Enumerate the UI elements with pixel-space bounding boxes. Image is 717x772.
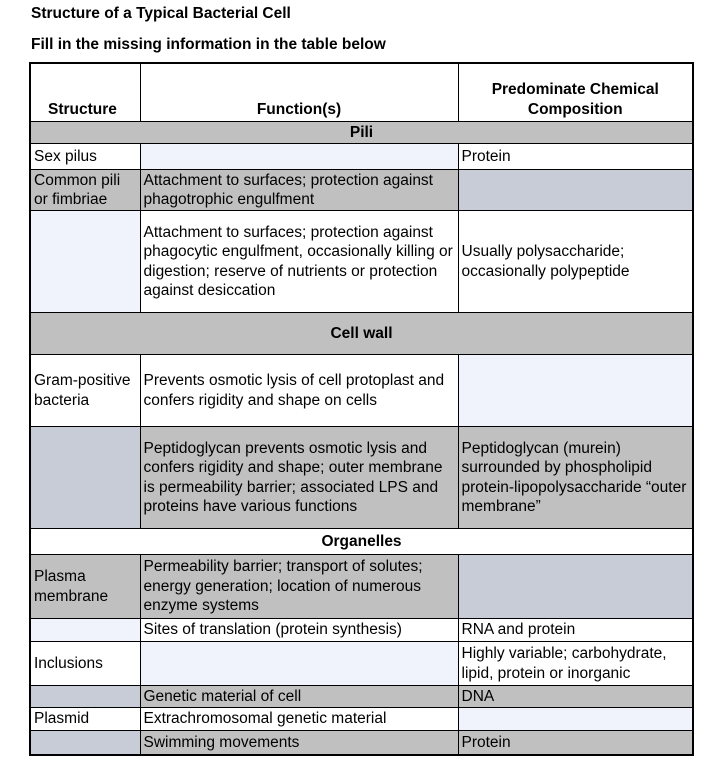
table-row [30,642,693,686]
cell-composition: Highly variable; carbohydrate, lipid, protein or inorganic [458,642,693,686]
cell-function-blank[interactable] [140,642,458,686]
cell-composition-blank[interactable] [458,555,693,619]
cell-structure: Plasma membrane [30,555,140,619]
cell-function: Attachment to surfaces; protection against phagocytic engulfment, occasionally killing or digestion; reserve of nutrients or protection against desiccation [140,211,458,313]
bacterial-cell-table [29,62,694,756]
header-structure: Structure [30,63,140,122]
cell-function-blank[interactable] [140,144,458,170]
cell-function: Extrachromosomal genetic material [140,708,458,731]
cell-structure-blank[interactable] [30,731,140,755]
cell-function: Genetic material of cell [140,686,458,708]
cell-composition: Protein [458,731,693,755]
cell-structure: Common pili or fimbriae [30,170,140,211]
cell-structure: Inclusions [30,642,140,686]
cell-composition-blank[interactable] [458,170,693,211]
cell-composition: Protein [458,144,693,170]
table-row [30,731,693,755]
cell-function: Permeability barrier; transport of solutes; energy generation; location of numerous enzyme systems [140,555,458,619]
cell-structure-blank[interactable] [30,686,140,708]
table-row [30,211,693,313]
table-row [30,555,693,619]
table-row [30,686,693,708]
section-row-cell-wall [30,313,693,355]
cell-composition-blank[interactable] [458,708,693,731]
cell-composition: Usually polysaccharide; occasionally polypeptide [458,211,693,313]
section-row-pili [30,122,693,144]
cell-function: Sites of translation (protein synthesis) [140,619,458,642]
table-row [30,427,693,529]
cell-function: Attachment to surfaces; protection against phagotrophic engulfment [140,170,458,211]
table-row [30,170,693,211]
cell-function: Peptidoglycan prevents osmotic lysis and confers rigidity and shape; outer membrane is permeability barrier; associated LPS and proteins have various functions [140,427,458,529]
table-row [30,619,693,642]
section-row-organelles [30,529,693,555]
cell-function: Prevents osmotic lysis of cell protoplast and confers rigidity and shape on cells [140,355,458,427]
cell-structure-blank[interactable] [30,211,140,313]
section-cell-wall: Cell wall [30,313,693,355]
table-row [30,355,693,427]
cell-composition: RNA and protein [458,619,693,642]
cell-structure: Sex pilus [30,144,140,170]
header-composition: Predominate Chemical Composition [458,63,693,122]
header-function: Function(s) [140,63,458,122]
table-row [30,708,693,731]
cell-structure-blank[interactable] [30,427,140,529]
cell-composition: DNA [458,686,693,708]
cell-composition-blank[interactable] [458,355,693,427]
cell-structure: Gram-positive bacteria [30,355,140,427]
instructions: Fill in the missing information in the table below [31,36,386,53]
cell-structure: Plasmid [30,708,140,731]
section-organelles: Organelles [30,529,693,555]
cell-structure-blank[interactable] [30,619,140,642]
cell-composition: Peptidoglycan (murein) surrounded by phospholipid protein-lipopolysaccharide “outer membrane” [458,427,693,529]
header-row [30,63,693,122]
table-row [30,144,693,170]
section-pili: Pili [30,122,693,144]
page-title: Structure of a Typical Bacterial Cell [31,5,291,22]
cell-function: Swimming movements [140,731,458,755]
